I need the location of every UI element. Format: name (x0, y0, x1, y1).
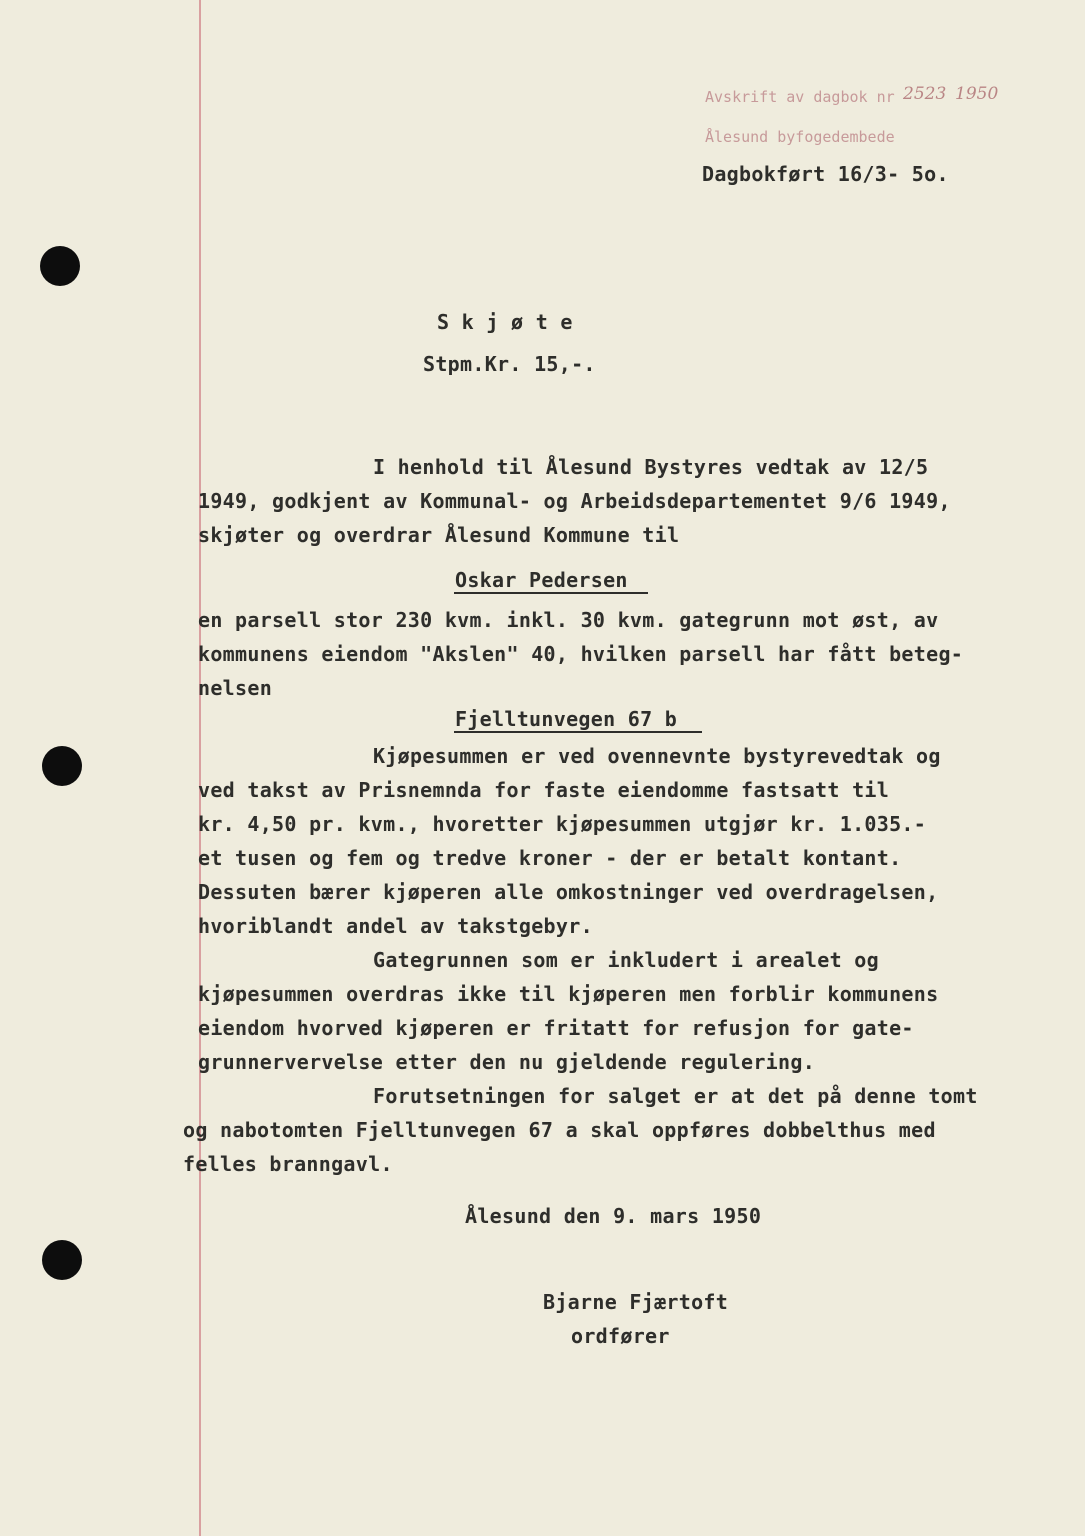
stamp-fee: Stpm.Kr. 15,-. (423, 352, 596, 376)
para2-line: nelsen (198, 676, 273, 700)
signatory-role: ordfører (571, 1324, 670, 1348)
place-date: Ålesund den 9. mars 1950 (465, 1204, 762, 1228)
para4-line: kjøpesummen overdras ikke til kjøperen men forblir kommunens (198, 982, 939, 1006)
document-title: S k j ø t e (437, 310, 573, 334)
para5-line: felles branngavl. (183, 1152, 393, 1176)
stamp-year: 1950 (955, 84, 999, 104)
para2-line: en parsell stor 230 kvm. inkl. 30 kvm. gategrunn mot øst, av (198, 608, 939, 632)
para3-line: Dessuten bærer kjøperen alle omkostninger ved overdragelsen, (198, 880, 939, 904)
margin-line (199, 0, 201, 1536)
signatory-name: Bjarne Fjærtoft (543, 1290, 729, 1314)
para1-line: skjøter og overdrar Ålesund Kommune til (198, 523, 680, 547)
punch-hole-icon (40, 246, 80, 286)
buyer-underline (454, 592, 648, 594)
para5-line: og nabotomten Fjelltunvegen 67 a skal oppføres dobbelthus med (183, 1118, 936, 1142)
para1-line: I henhold til Ålesund Bystyres vedtak av 12/5 (373, 455, 929, 479)
stamp-mid: dagbok nr (813, 88, 895, 106)
stamp-prefix: Avskrift av (705, 88, 805, 106)
stamp-entry-number: 2523 (903, 84, 947, 104)
punch-hole-icon (42, 1240, 82, 1280)
parcel-underline (454, 731, 702, 733)
stamp-line-1 (705, 88, 895, 106)
para3-line: et tusen og fem og tredve kroner - der er betalt kontant. (198, 846, 902, 870)
para1-line: 1949, godkjent av Kommunal- og Arbeidsdepartementet 9/6 1949, (198, 489, 951, 513)
registered-date: Dagbokført 16/3- 5o. (702, 162, 949, 186)
punch-hole-icon (42, 746, 82, 786)
parcel-name: Fjelltunvegen 67 b (455, 707, 678, 731)
para4-line: grunnervervelse etter den nu gjeldende regulering. (198, 1050, 816, 1074)
para2-line: kommunens eiendom "Akslen" 40, hvilken parsell har fått beteg- (198, 642, 964, 666)
para5-line: Forutsetningen for salget er at det på denne tomt (373, 1084, 978, 1108)
para3-line: ved takst av Prisnemnda for faste eiendomme fastsatt til (198, 778, 890, 802)
para3-line: Kjøpesummen er ved ovennevnte bystyrevedtak og (373, 744, 941, 768)
stamp-line-2: Ålesund byfogedembede (705, 128, 895, 146)
para3-line: hvoriblandt andel av takstgebyr. (198, 914, 593, 938)
para3-line: kr. 4,50 pr. kvm., hvoretter kjøpesummen utgjør kr. 1.035.- (198, 812, 927, 836)
para4-line: Gategrunnen som er inkludert i arealet og (373, 948, 879, 972)
buyer-name: Oskar Pedersen (455, 568, 628, 592)
para4-line: eiendom hvorved kjøperen er fritatt for refusjon for gate- (198, 1016, 914, 1040)
